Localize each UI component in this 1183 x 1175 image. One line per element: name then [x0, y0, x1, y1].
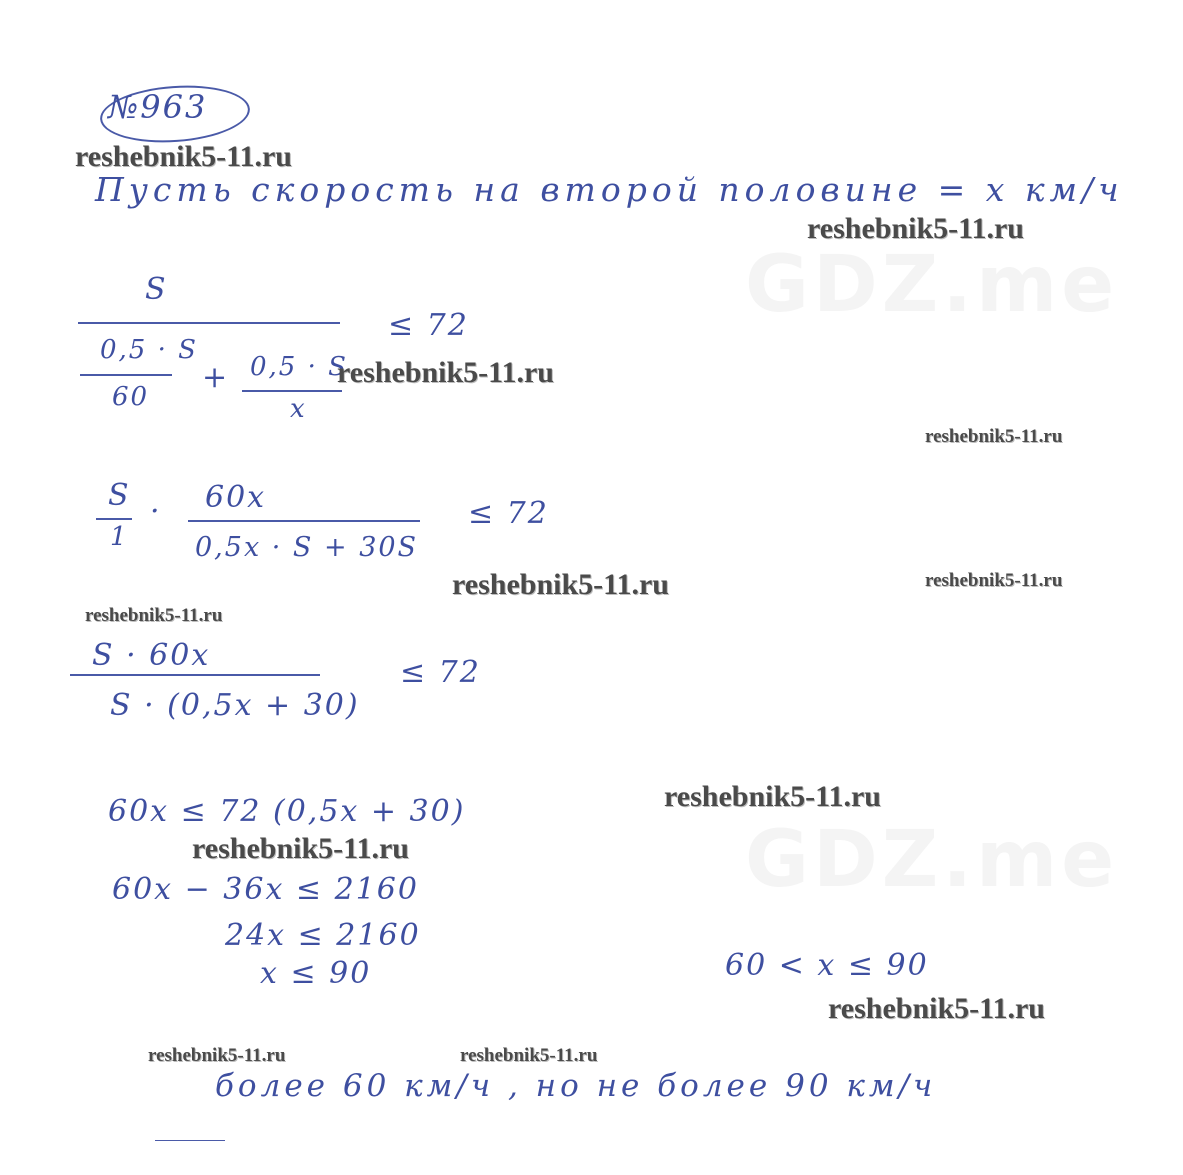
watermark: reshebnik5-11.ru: [664, 780, 881, 813]
stray-stroke: [155, 1140, 225, 1141]
watermark: reshebnik5-11.ru: [828, 992, 1045, 1025]
watermark: reshebnik5-11.ru: [925, 426, 1063, 447]
f3-numerator: S · 60x: [92, 638, 211, 673]
f1-term2-numerator: 0,5 · S: [250, 352, 348, 382]
f2-a-denominator: 1: [110, 522, 129, 552]
range-result: 60 < x ≤ 90: [725, 948, 929, 983]
step-1: 60x ≤ 72 (0,5x + 30): [108, 794, 466, 829]
step-4: x ≤ 90: [260, 956, 372, 991]
f1-term1-denominator: 60: [112, 382, 150, 412]
watermark: reshebnik5-11.ru: [460, 1045, 598, 1066]
problem-number: №963: [108, 88, 208, 126]
watermark: reshebnik5-11.ru: [337, 356, 554, 389]
watermark: reshebnik5-11.ru: [148, 1045, 286, 1066]
ghost-mark: GDZ.me: [745, 815, 1119, 905]
f2-numerator: 60x: [205, 480, 267, 515]
f2-a-numerator: S: [108, 478, 131, 513]
f1-plus: +: [202, 360, 230, 395]
watermark: reshebnik5-11.ru: [807, 212, 1024, 245]
f1-numerator: S: [145, 272, 168, 307]
f2-relation: ≤ 72: [468, 496, 549, 531]
f2-a-bar: [96, 518, 132, 520]
f2-dot: ·: [150, 494, 162, 529]
f1-term1-bar: [80, 374, 172, 376]
answer-line: более 60 км/ч , но не более 90 км/ч: [215, 1068, 937, 1104]
watermark: reshebnik5-11.ru: [75, 140, 292, 173]
watermark: reshebnik5-11.ru: [925, 570, 1063, 591]
f1-relation: ≤ 72: [388, 308, 469, 343]
f3-relation: ≤ 72: [400, 655, 481, 690]
watermark: reshebnik5-11.ru: [452, 568, 669, 601]
f2-denominator: 0,5x · S + 30S: [195, 532, 419, 563]
ghost-mark: GDZ.me: [745, 240, 1119, 330]
f1-term2-bar: [242, 390, 342, 392]
watermark: reshebnik5-11.ru: [192, 832, 409, 865]
watermark: reshebnik5-11.ru: [85, 605, 223, 626]
step-2: 60x − 36x ≤ 2160: [112, 872, 419, 907]
f1-term1-numerator: 0,5 · S: [100, 335, 198, 365]
step-3: 24x ≤ 2160: [225, 918, 421, 953]
f2-bar: [188, 520, 420, 522]
f3-denominator: S · (0,5x + 30): [110, 688, 360, 723]
intro-line: Пусть скорость на второй половине = x км/ч: [95, 170, 1124, 209]
f1-main-bar: [78, 322, 340, 324]
f1-term2-denominator: x: [290, 394, 307, 424]
f3-bar: [70, 674, 320, 676]
